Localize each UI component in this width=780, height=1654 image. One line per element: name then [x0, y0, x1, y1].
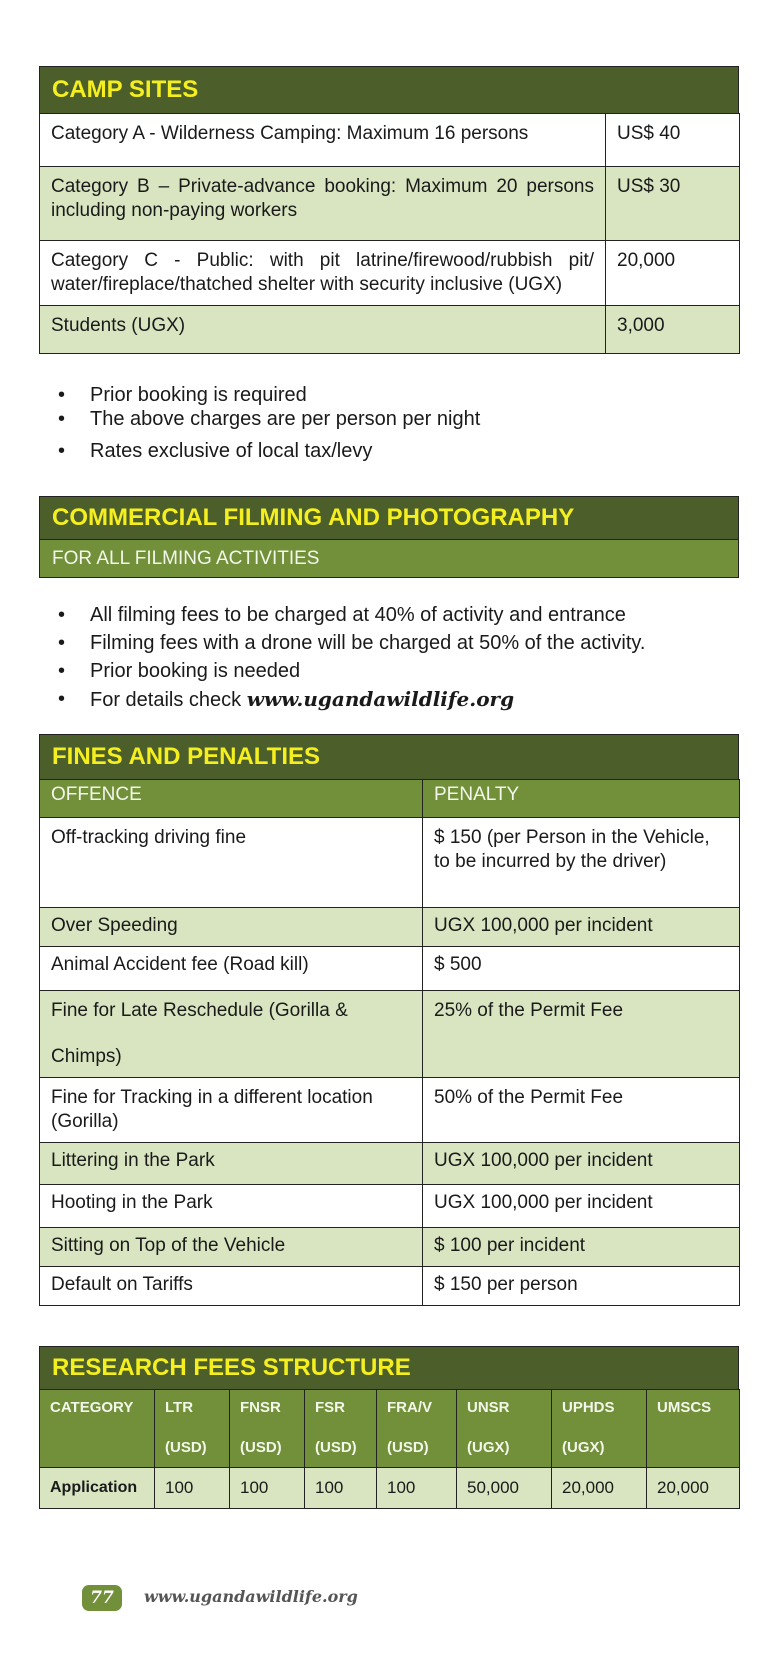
offence: Littering in the Park — [40, 1142, 423, 1184]
col-uphds — [552, 1389, 647, 1467]
table-row — [40, 1227, 740, 1266]
filming-title: COMMERCIAL FILMING AND PHOTOGRAPHY — [39, 496, 739, 540]
filming-notes-list — [58, 601, 645, 714]
research-value: 20,000 — [647, 1467, 740, 1508]
table-row — [40, 166, 740, 240]
offence: Fine for Tracking in a different location (Gorilla) — [40, 1077, 423, 1142]
col-unit: (USD) — [315, 1438, 357, 1456]
col-unsr — [457, 1389, 552, 1467]
table-row — [40, 817, 740, 907]
list-item: • Rates exclusive of local tax/levy — [58, 440, 480, 464]
table-header-row — [40, 779, 740, 817]
offence: Animal Accident fee (Road kill) — [40, 946, 423, 990]
table-row — [40, 240, 740, 305]
table-row — [40, 946, 740, 990]
offence-line-2: Chimps) — [51, 1045, 122, 1067]
fines-section — [39, 734, 739, 1306]
col-unit: (USD) — [240, 1438, 282, 1456]
research-title: RESEARCH FEES STRUCTURE — [39, 1346, 739, 1390]
penalty: UGX 100,000 per incident — [423, 1184, 740, 1227]
col-unit: (UGX) — [467, 1438, 510, 1456]
col-unit: (UGX) — [562, 1438, 605, 1456]
col-name: FRA/V — [387, 1398, 432, 1416]
camp-desc: Category A - Wilderness Camping: Maximum 16 persons — [40, 113, 606, 166]
page-number-badge — [82, 1585, 122, 1611]
offence: Sitting on Top of the Vehicle — [40, 1227, 423, 1266]
table-row — [40, 990, 740, 1077]
research-value: 100 — [305, 1467, 377, 1508]
col-fnsr — [230, 1389, 305, 1467]
col-offence: OFFENCE — [40, 779, 423, 817]
col-fsr — [305, 1389, 377, 1467]
table-row — [40, 1467, 740, 1508]
camp-sites-table — [39, 113, 740, 354]
research-value: 100 — [230, 1467, 305, 1508]
research-value: 20,000 — [552, 1467, 647, 1508]
camp-price: US$ 40 — [606, 113, 740, 166]
list-item — [58, 685, 645, 714]
list-item: • All filming fees to be charged at 40% of activity and entrance — [58, 601, 645, 629]
camp-price: US$ 30 — [606, 166, 740, 240]
list-item: • Prior booking is required — [58, 384, 480, 408]
research-table — [39, 1389, 740, 1509]
list-item: • The above charges are per person per night — [58, 408, 480, 440]
col-unit: (USD) — [165, 1438, 207, 1456]
table-header-row — [40, 1389, 740, 1467]
camp-sites-title: CAMP SITES — [39, 66, 739, 114]
col-name: FSR — [315, 1398, 345, 1416]
col-ltr — [155, 1389, 230, 1467]
list-item: • Prior booking is needed — [58, 657, 645, 685]
col-unit: (USD) — [387, 1438, 429, 1456]
table-row — [40, 113, 740, 166]
offence — [40, 990, 423, 1077]
penalty: 50% of the Permit Fee — [423, 1077, 740, 1142]
details-label: For details check — [90, 689, 247, 711]
offence: Over Speeding — [40, 907, 423, 946]
table-row — [40, 907, 740, 946]
table-row — [40, 1184, 740, 1227]
camp-notes-list — [58, 384, 480, 464]
col-name: UNSR — [467, 1398, 510, 1416]
offence: Default on Tariffs — [40, 1266, 423, 1305]
penalty: UGX 100,000 per incident — [423, 1142, 740, 1184]
page-number: 77 — [90, 1588, 114, 1608]
camp-price: 20,000 — [606, 240, 740, 305]
website-link[interactable]: www.ugandawildlife.org — [246, 687, 515, 711]
filming-subtitle: FOR ALL FILMING ACTIVITIES — [39, 540, 739, 578]
camp-price: 3,000 — [606, 305, 740, 353]
offence: Off-tracking driving fine — [40, 817, 423, 907]
camp-desc: Category C - Public: with pit latrine/firewood/rubbish pit/ water/fireplace/thatched shelter with security inclusive (UGX) — [40, 240, 606, 305]
col-name: UPHDS — [562, 1398, 615, 1416]
penalty: $ 150 (per Person in the Vehicle, to be incurred by the driver) — [423, 817, 740, 907]
research-value: 50,000 — [457, 1467, 552, 1508]
col-penalty: PENALTY — [423, 779, 740, 817]
filming-section — [39, 496, 739, 578]
offence: Hooting in the Park — [40, 1184, 423, 1227]
col-name: LTR — [165, 1398, 194, 1416]
col-category — [40, 1389, 155, 1467]
col-umscs — [647, 1389, 740, 1467]
col-name: FNSR — [240, 1398, 281, 1416]
table-row — [40, 1266, 740, 1305]
camp-sites-section — [39, 66, 739, 354]
table-row — [40, 305, 740, 353]
research-section — [39, 1346, 739, 1509]
research-value: 100 — [377, 1467, 457, 1508]
penalty: UGX 100,000 per incident — [423, 907, 740, 946]
col-name: CATEGORY — [50, 1398, 134, 1416]
table-row — [40, 1077, 740, 1142]
offence-line-1: Fine for Late Reschedule (Gorilla & — [51, 999, 348, 1021]
table-row — [40, 1142, 740, 1184]
research-value: 100 — [155, 1467, 230, 1508]
col-name: UMSCS — [657, 1398, 712, 1416]
penalty: 25% of the Permit Fee — [423, 990, 740, 1077]
camp-desc: Category B – Private-advance booking: Maximum 20 persons including non-paying workers — [40, 166, 606, 240]
camp-desc: Students (UGX) — [40, 305, 606, 353]
penalty: $ 500 — [423, 946, 740, 990]
penalty: $ 150 per person — [423, 1266, 740, 1305]
research-category: Application — [40, 1467, 155, 1508]
col-frav — [377, 1389, 457, 1467]
footer-url[interactable]: www.ugandawildlife.org — [144, 1587, 358, 1606]
penalty: $ 100 per incident — [423, 1227, 740, 1266]
fines-title: FINES AND PENALTIES — [39, 734, 739, 780]
list-item: • Filming fees with a drone will be charged at 50% of the activity. — [58, 629, 645, 657]
fines-table — [39, 779, 740, 1306]
